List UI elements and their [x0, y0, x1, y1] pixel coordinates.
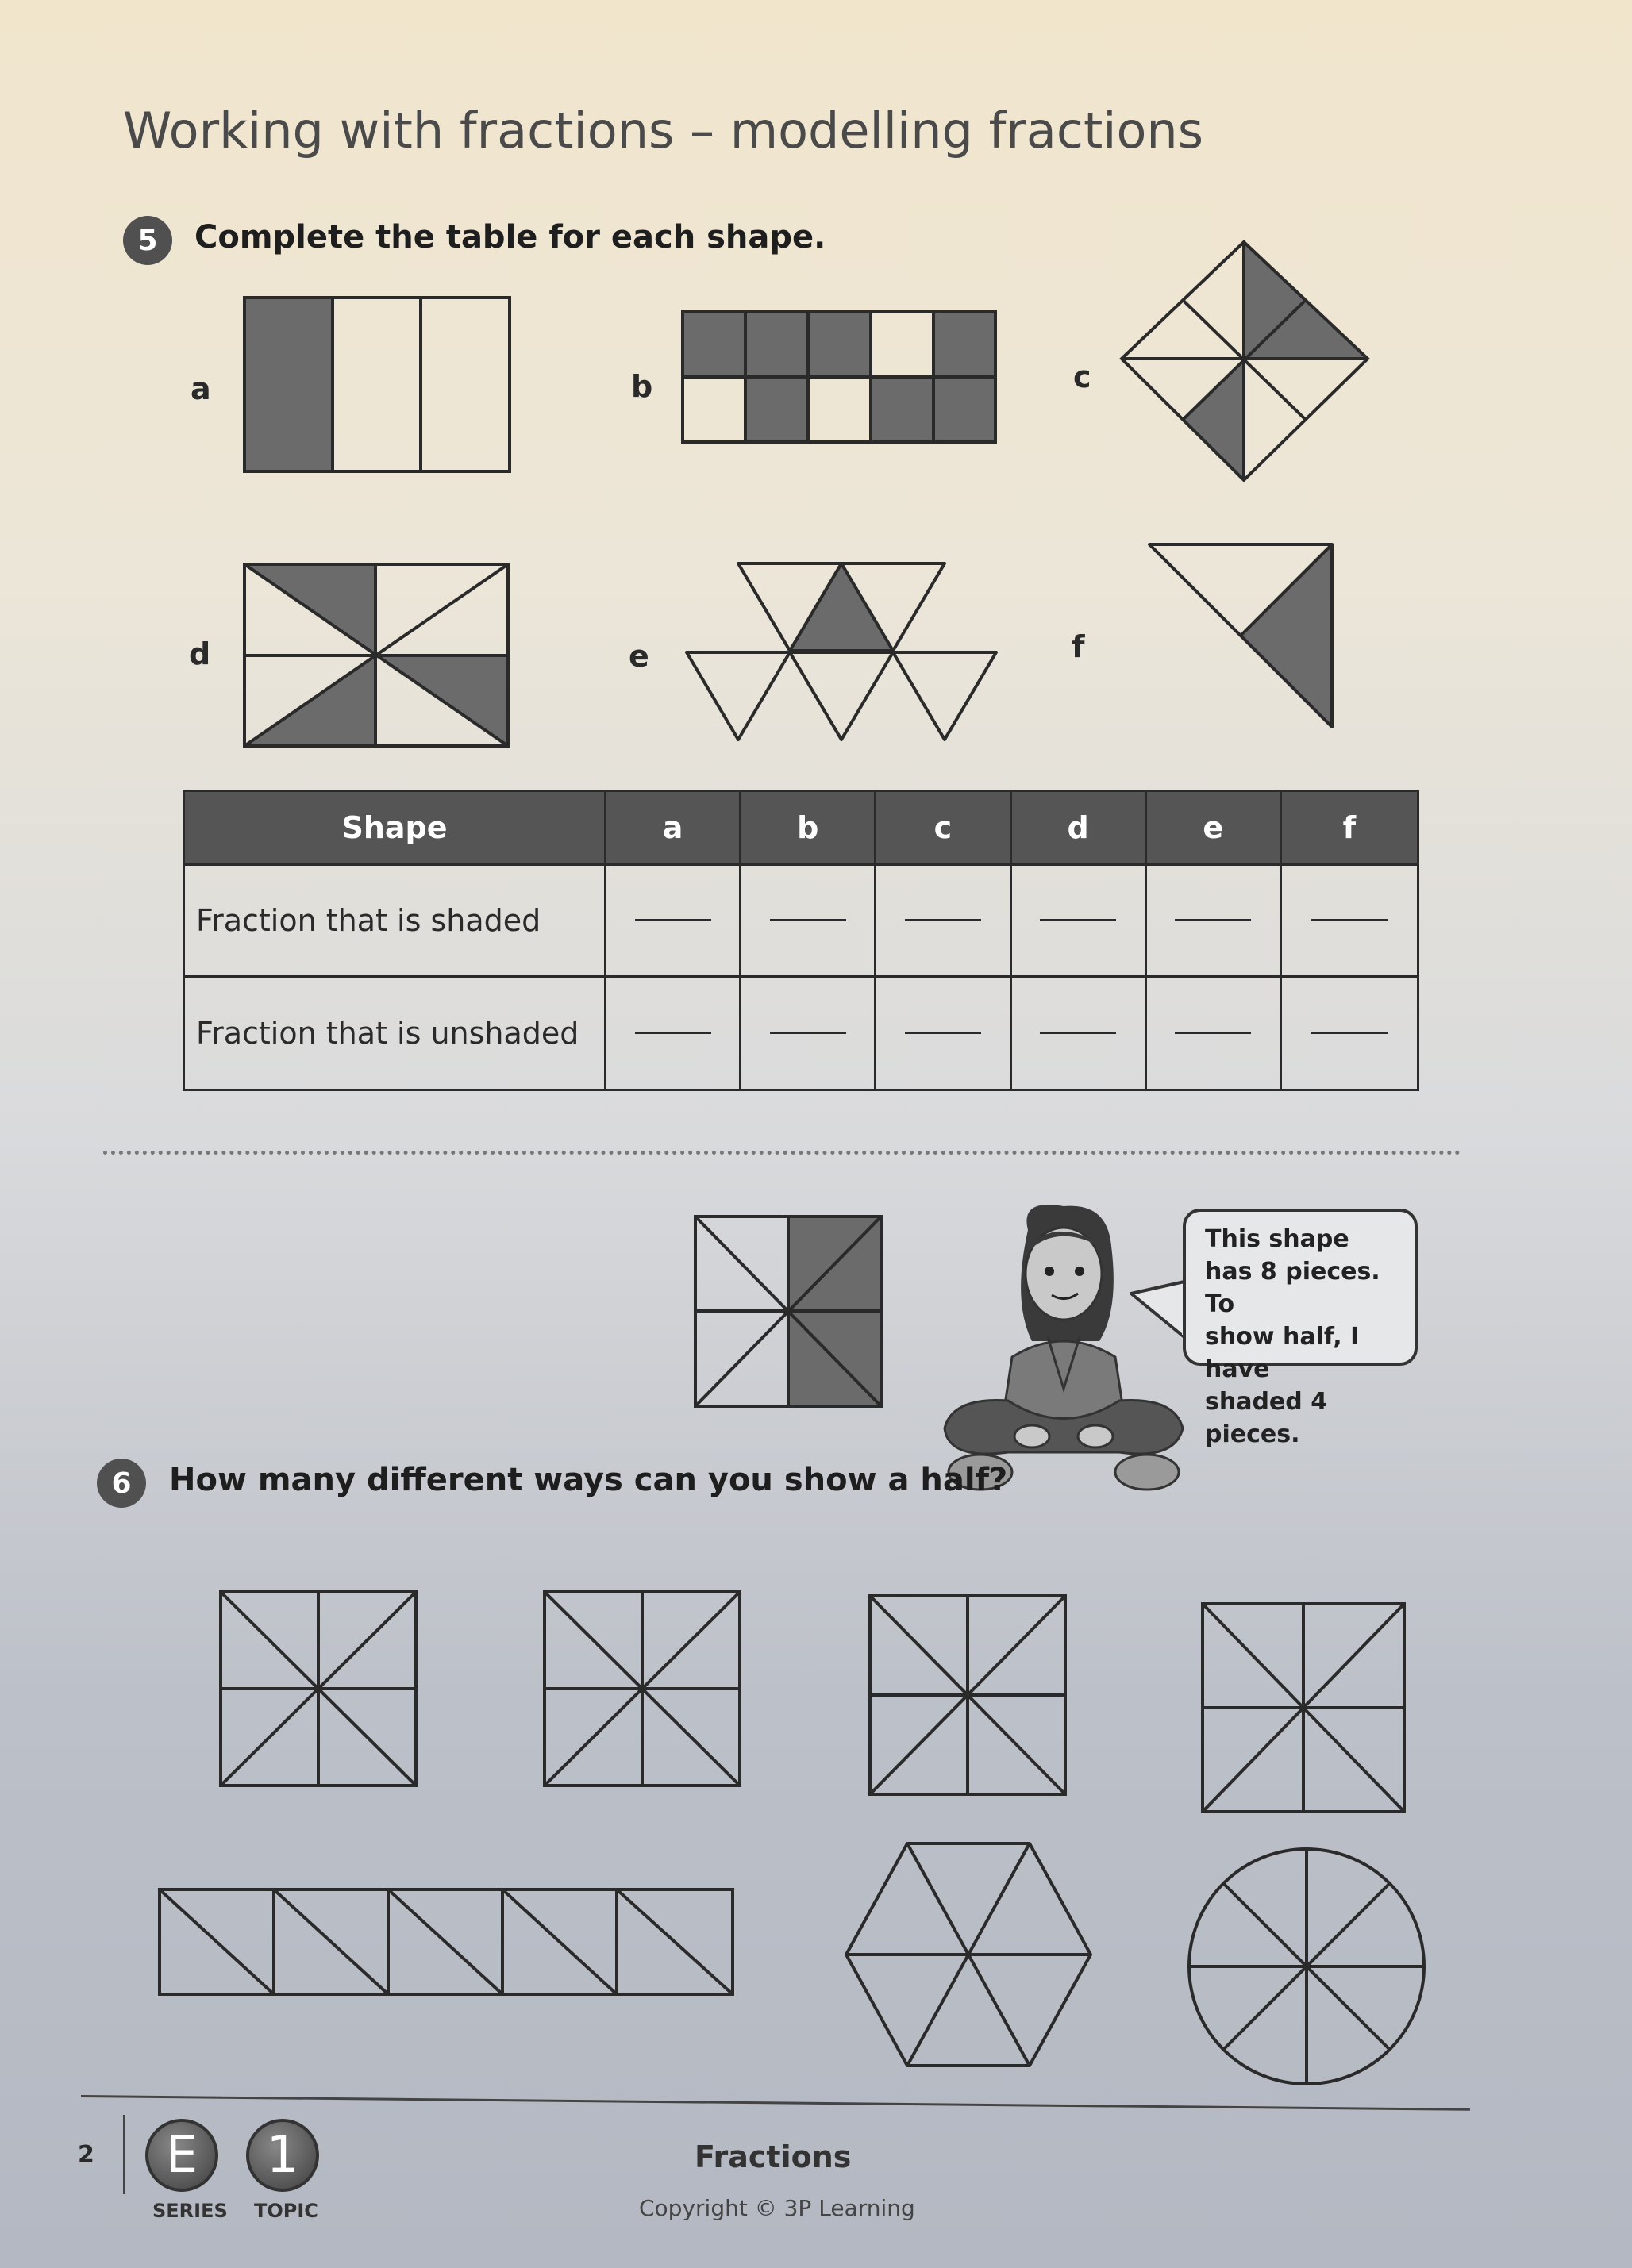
shape-label-c: c [1073, 359, 1091, 394]
page-number: 2 [78, 2141, 94, 2169]
footer-copyright: Copyright © 3P Learning [639, 2195, 915, 2221]
answer-unshaded-e[interactable] [1147, 978, 1282, 1090]
answer-shaded-c[interactable] [876, 866, 1011, 978]
answer-shaded-b[interactable] [741, 866, 876, 978]
page-title: Working with fractions – modelling fractions [123, 102, 1204, 160]
speech-line-1: This shape [1205, 1225, 1349, 1253]
table-header-shape: Shape [185, 792, 606, 866]
footer-divider [123, 2115, 125, 2194]
series-badge-icon: E [145, 2119, 218, 2192]
table-header-e: e [1147, 792, 1282, 866]
row-label-shaded: Fraction that is shaded [185, 866, 606, 978]
shape-label-d: d [189, 636, 211, 671]
shape-label-f: f [1072, 629, 1085, 664]
series-label: SERIES [152, 2200, 228, 2222]
speech-bubble [1183, 1209, 1418, 1448]
answer-shaded-a[interactable] [606, 866, 741, 978]
half-square-1[interactable] [218, 1590, 418, 1788]
half-hexagon[interactable] [844, 1839, 1093, 2070]
shape-label-b: b [631, 369, 653, 404]
topic-label: TOPIC [254, 2200, 318, 2222]
row-label-unshaded: Fraction that is unshaded [185, 978, 606, 1090]
shape-label-e: e [629, 639, 649, 674]
question-6-number: 6 [97, 1459, 146, 1508]
table-header-a: a [606, 792, 741, 866]
table-header-f: f [1282, 792, 1417, 866]
table-header-d: d [1012, 792, 1147, 866]
shape-c-diamond [1119, 238, 1373, 484]
answer-unshaded-b[interactable] [741, 978, 876, 1090]
fractions-table [183, 790, 1419, 1091]
answer-shaded-f[interactable] [1282, 866, 1417, 978]
half-square-2[interactable] [542, 1590, 742, 1788]
answer-shaded-e[interactable] [1147, 866, 1282, 978]
footer-rule [81, 2095, 1470, 2111]
half-circle-shape[interactable] [1186, 1846, 1427, 2087]
answer-shaded-d[interactable] [1012, 866, 1147, 978]
speech-line-2: has 8 pieces. To [1205, 1258, 1380, 1318]
shape-a-thirds [242, 295, 512, 474]
shape-label-a: a [191, 371, 211, 406]
shape-d-rectangle-eighths [242, 562, 512, 748]
half-strip[interactable] [157, 1887, 735, 1998]
example-square-half [693, 1214, 883, 1409]
shape-e-triangles [681, 555, 999, 746]
half-square-4[interactable] [1200, 1601, 1407, 1814]
table-header-b: b [741, 792, 876, 866]
shape-f-triangle [1147, 542, 1338, 732]
table-header-c: c [876, 792, 1011, 866]
topic-badge-icon: 1 [246, 2119, 319, 2192]
question-5-text: Complete the table for each shape. [194, 219, 826, 256]
half-square-3[interactable] [868, 1593, 1068, 1797]
shape-b-grid [680, 309, 998, 444]
speech-bubble-tail [1127, 1278, 1191, 1341]
speech-line-4: shaded 4 pieces. [1205, 1388, 1328, 1448]
answer-unshaded-f[interactable] [1282, 978, 1417, 1090]
answer-unshaded-a[interactable] [606, 978, 741, 1090]
section-divider [103, 1151, 1461, 1155]
answer-unshaded-c[interactable] [876, 978, 1011, 1090]
question-5-number: 5 [123, 216, 172, 265]
footer-title: Fractions [695, 2139, 852, 2174]
question-6-text: How many different ways can you show a half? [169, 1462, 1008, 1498]
answer-unshaded-d[interactable] [1012, 978, 1147, 1090]
speech-line-3: show half, I have [1205, 1323, 1360, 1383]
